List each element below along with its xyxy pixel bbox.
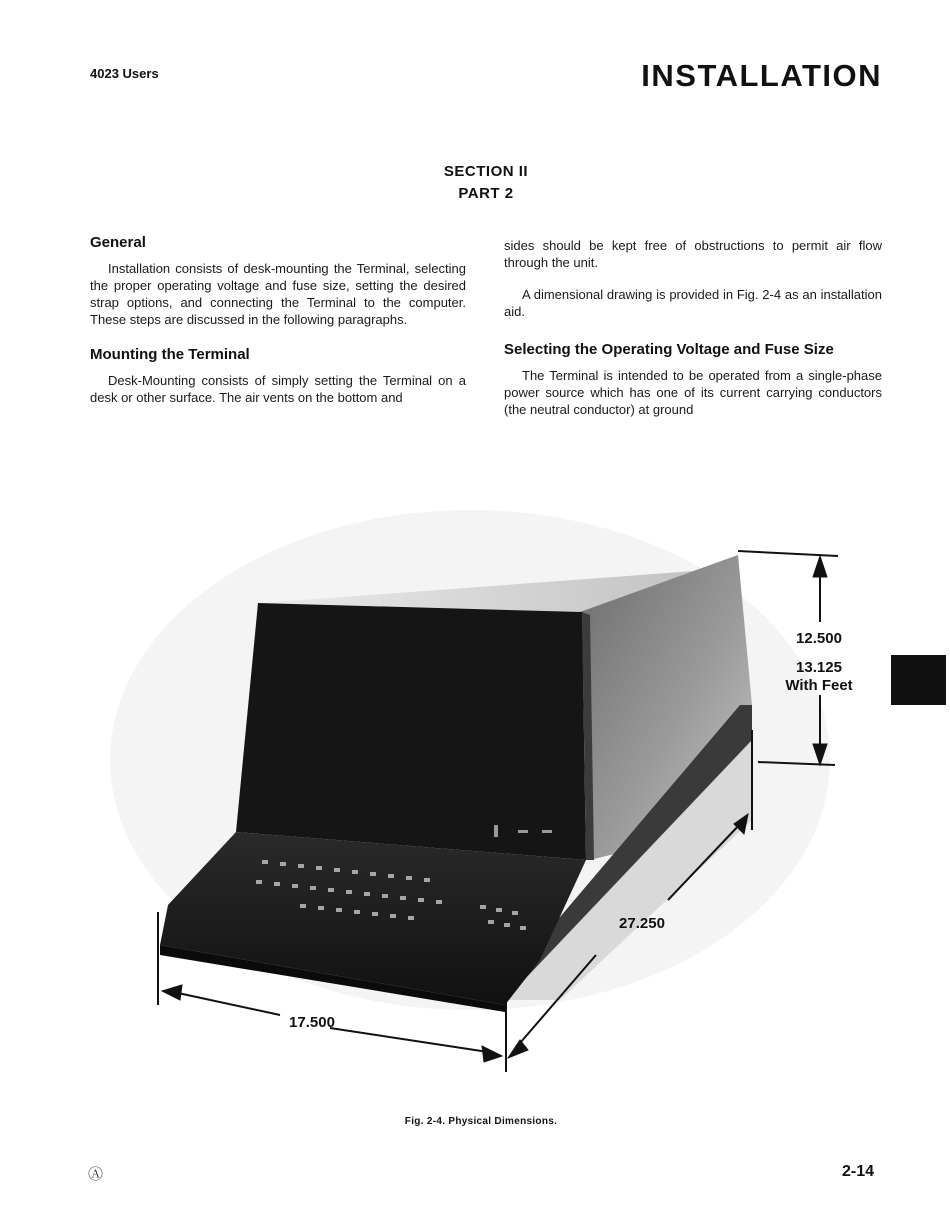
general-paragraph: Installation consists of desk-mounting the Terminal, selecting the proper operating voltage and fuse size, setting the desired strap options, and connecting the Terminal to the computer. These steps are discussed in the following paragraphs. (90, 261, 466, 327)
page-number: 2-14 (842, 1163, 875, 1180)
right-column (504, 237, 882, 418)
figure-caption: Fig. 2-4. Physical Dimensions. (404, 1116, 558, 1127)
keyboard-deck (160, 832, 586, 1005)
section-part: PART 2 (458, 185, 514, 202)
dimensional-paragraph: A dimensional drawing is provided in Fig. 2-4 as an installation aid. (504, 287, 882, 319)
screen-front (236, 603, 586, 860)
mounting-paragraph: Desk-Mounting consists of simply setting the Terminal on a desk or other surface. The air vents on the bottom and (90, 373, 466, 405)
left-column (90, 234, 466, 406)
continuation-paragraph: sides should be kept free of obstructions to permit air flow through the unit. (504, 238, 882, 270)
mounting-heading: Mounting the Terminal (90, 346, 250, 363)
terminal-dimension-figure (0, 440, 950, 1110)
page-heading: INSTALLATION (641, 58, 882, 93)
voltage-paragraph: The Terminal is intended to be operated from a single-phase power source which has one of its current carrying conductors (the neutral conductor) at ground (504, 368, 882, 417)
section-edge-tab (891, 655, 946, 705)
depth-label: 27.250 (619, 915, 665, 932)
height-with-feet-text: With Feet (785, 677, 853, 694)
general-heading: General (90, 234, 146, 251)
height-label: 12.500 (796, 630, 842, 647)
width-label: 17.500 (289, 1014, 335, 1031)
section-title: SECTION II (443, 163, 529, 180)
voltage-heading: Selecting the Operating Voltage and Fuse Size (504, 341, 834, 358)
height-with-feet-value: 13.125 (796, 659, 842, 676)
document-label: 4023 Users (90, 66, 159, 81)
footer-symbol: Ⓐ (88, 1166, 104, 1183)
